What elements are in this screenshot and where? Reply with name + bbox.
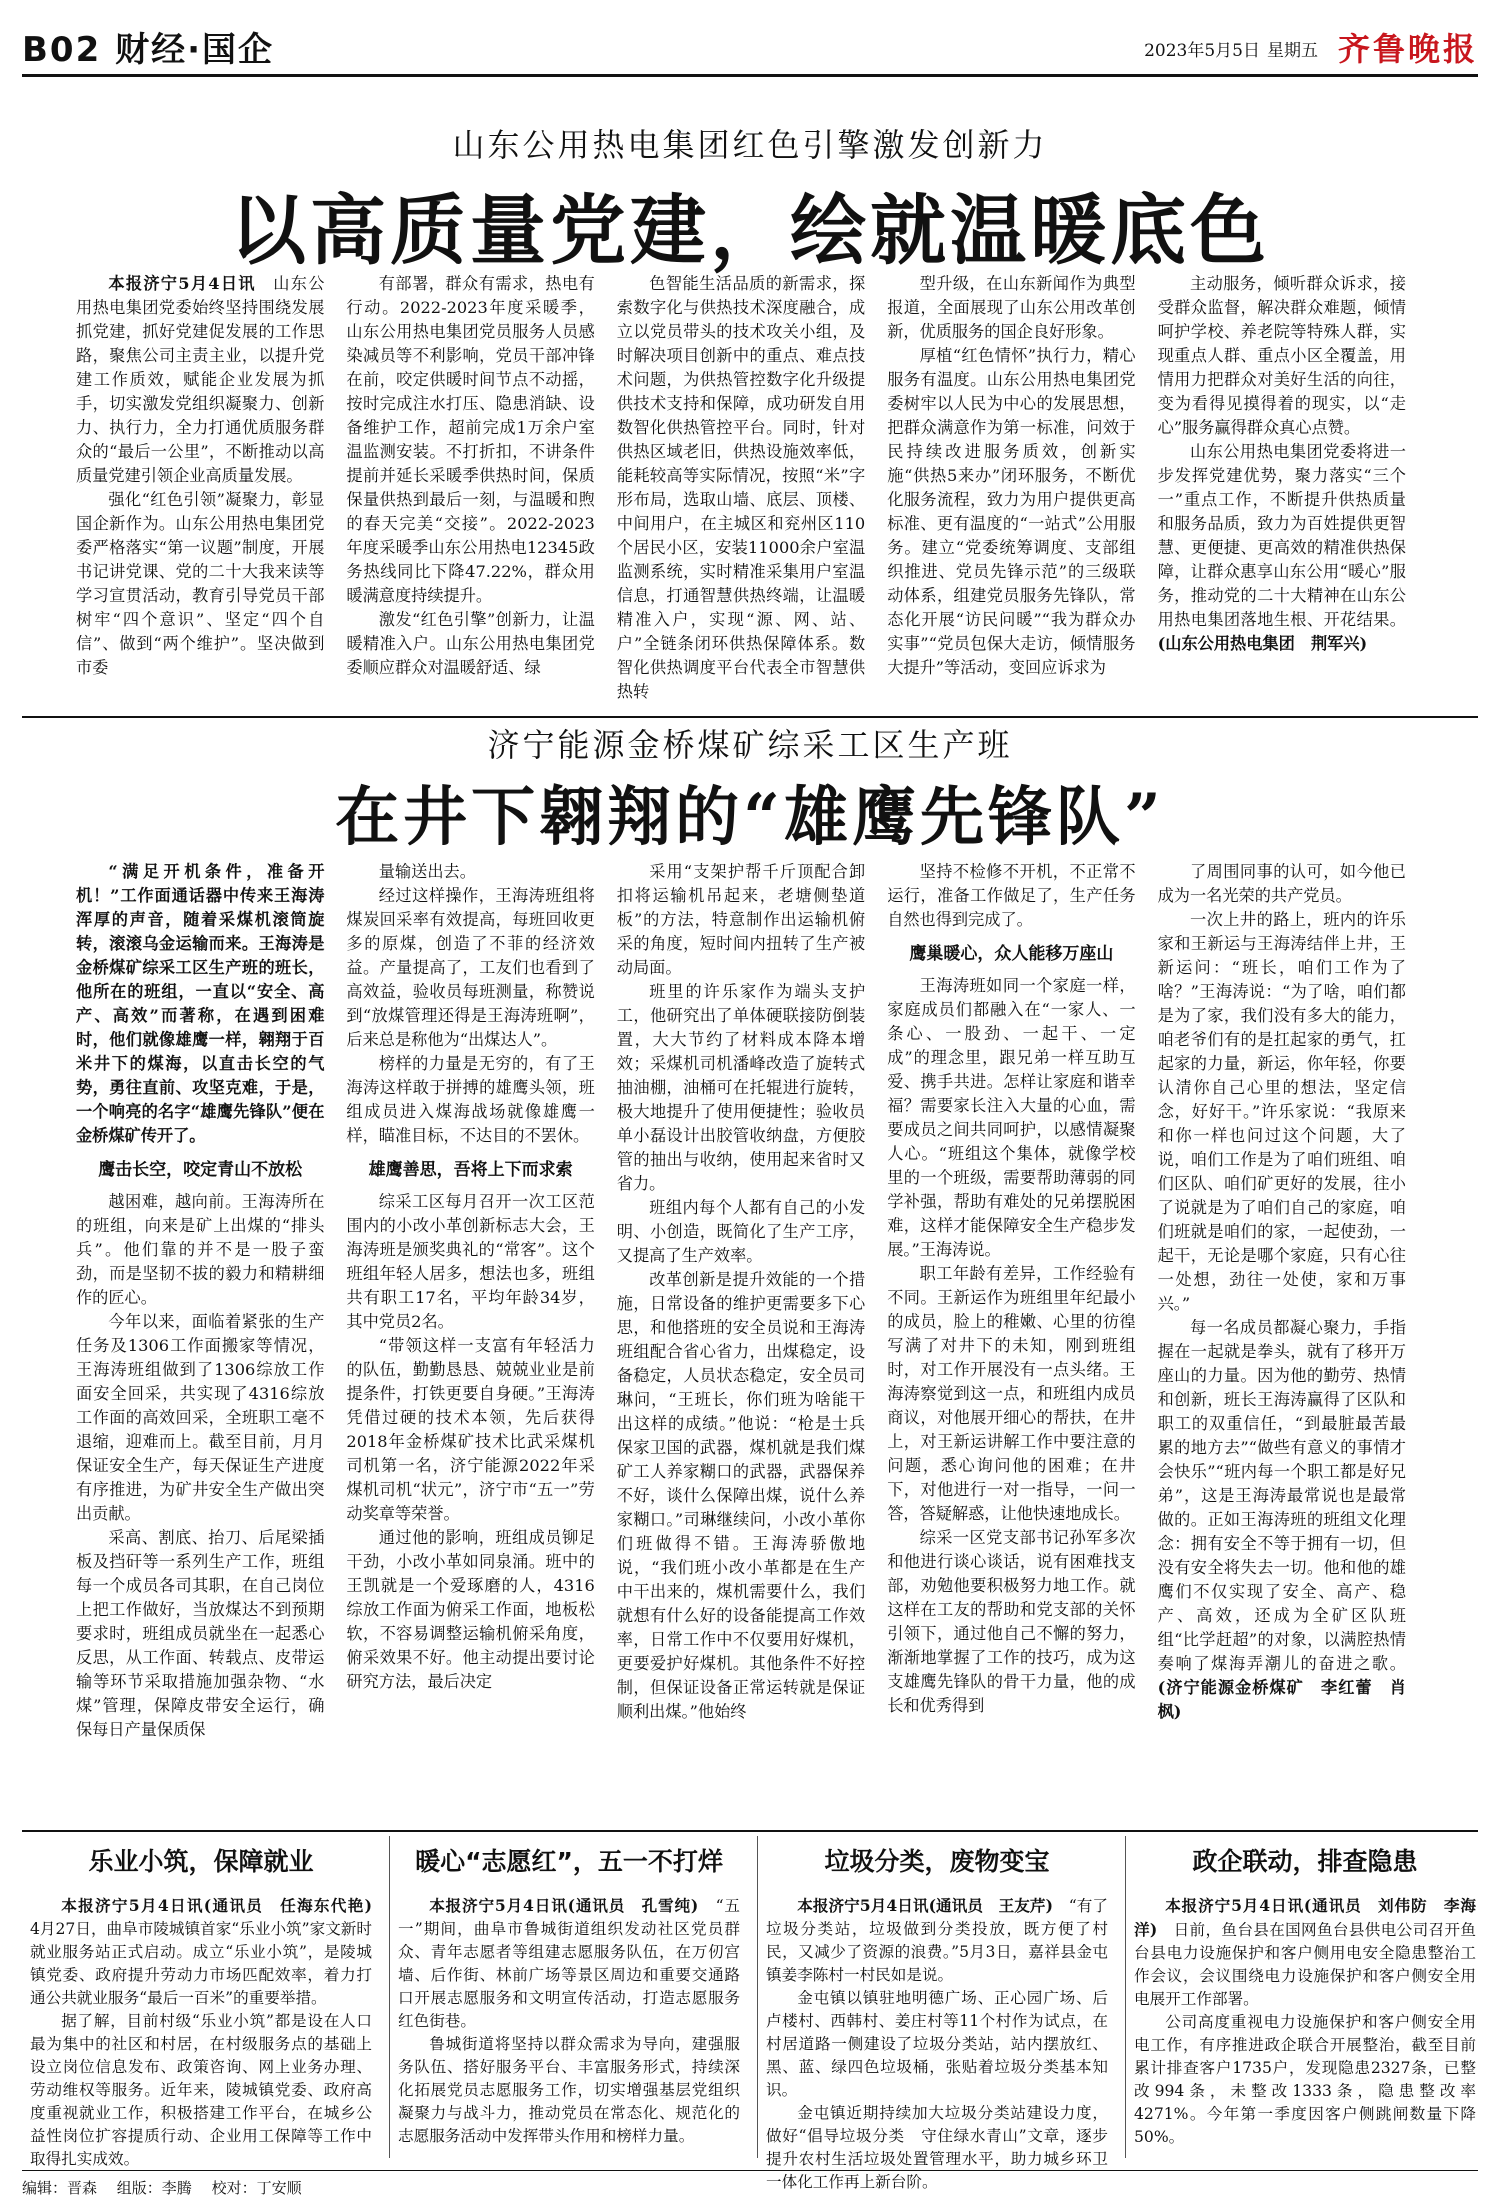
body-paragraph <box>76 1526 324 1742</box>
paragraph-text: 班里的许乐家作为端头支护工，他研究出了单体硬联接防倒装置，大大节约了材料成本降本增效；采煤机司机潘峰改造了旋转式抽油棚，油桶可在托辊进行旋转，极大地提升了使用便捷性；验收员单小磊设计出胶管收纳盘，方便胶管的抽出与收纳，使用起来省时又省力。 <box>616 982 866 1193</box>
paragraph-text: 山东公用热电集团党委始终坚持围绕发展抓党建，抓好党建促发展的工作思路，聚焦公司主责主业，以提升党建工作质效，赋能企业发展为抓手，切实激发党组织凝聚力、创新力、执行力，全力打通优质服务群众的“最后一公里”，不断推动以高质量党建引领企业高质量发展。 <box>76 274 325 485</box>
body-paragraph <box>887 974 1135 1262</box>
brief-body <box>30 1894 372 2168</box>
paragraph-text: 综采工区每月召开一次工区范围内的小改小革创新标志大会，王海涛班是颁奖典礼的“常客”。这个班组年轻人居多，想法也多，班组共有职工17名，平均年龄34岁，其中党员2名。 <box>346 1192 595 1331</box>
paragraph-text: 激发“红色引擎”创新力，让温暖精准入户。山东公用热电集团党委顺应群众对温暖舒适、绿 <box>346 610 595 677</box>
issue-weekday: 星期五 <box>1267 41 1318 61</box>
brief-title: 垃圾分类，废物变宝 <box>824 1847 1050 1876</box>
text-column <box>1158 272 1406 709</box>
paragraph-text: 日前，鱼台县在国网鱼台县供电公司召开鱼台县电力设施保护和客户侧用电安全隐患整治工作会议，会议围绕电力设施保护和客户侧安全用电展开工作部署。 <box>1134 1921 1476 2008</box>
brief-separator <box>757 1836 758 2158</box>
paragraph-text: 通过他的影响，班组成员铆足干劲，小改小革如同泉涌。班中的王凯就是一个爱琢磨的人，4316综放工作面为俯采工作面，地板松软，不容易调整运输机俯采角度，俯采效果不好。他主动提出要讨论研究方法，最后决定 <box>346 1528 595 1691</box>
paragraph-text: 量输送出去。 <box>378 862 476 881</box>
body-paragraph <box>617 860 865 980</box>
paragraph-text: 每一名成员都凝心聚力，手指握在一起就是拳头，就有了移开万座山的力量。因为他的勤劳、热情和创新，班长王海涛赢得了区队和职工的双重信任，“到最脏最苦最累的地方去”“做些有意义的事情才会快乐”“班内每一个职工都是好兄弟”，这是王海涛最常说也是最常做的。正如王海涛班的班组文化理念：拥有安全不等于拥有一切，但没有安全将失去一切。他和他的雄鹰们不仅实现了安全、高产、稳产、高效，还成为全矿区队班组“比学赶超”的对象，以满腔热情奏响了煤海弄潮儿的奋进之歌。 <box>1157 1318 1406 1673</box>
body-paragraph <box>887 272 1135 344</box>
byline: (济宁能源金桥煤矿 李红蕾 肖枫) <box>1157 1678 1406 1721</box>
text-column <box>76 272 324 709</box>
subheading: 鹰击长空，咬定青山不放松 <box>98 1160 303 1180</box>
brief-separator <box>1125 1836 1126 2158</box>
dateline: 本报济宁5月4日讯(通讯员 孔雪纯) <box>429 1896 699 1915</box>
body-paragraph <box>346 608 594 680</box>
body-paragraph <box>887 1526 1135 1718</box>
page-footer <box>22 2170 1478 2198</box>
issue-date: 2023年5月5日 <box>1144 41 1260 61</box>
body-paragraph <box>887 860 1135 932</box>
text-column <box>617 860 865 1820</box>
subheading: 雄鹰善思，吾将上下而求索 <box>368 1160 573 1180</box>
body-paragraph <box>1158 860 1406 908</box>
paragraph-text: 王海涛班如同一个家庭一样，家庭成员们都融入在“一家人、一条心、一股劲、一起干、一定成”的理念里，跟兄弟一样互助互爱、携手共进。怎样让家庭和谐幸福？需要家长注入大量的心血，需要成员之间共同呵护，以感情凝聚人心。“班组这个集体，就像学校里的一个班级，需要帮助薄弱的同学补强，帮助有难处的兄弟摆脱困难，这样才能保障安全生产稳步发展。”王海涛说。 <box>887 976 1136 1259</box>
body-paragraph <box>398 1894 740 2033</box>
body-paragraph <box>346 884 594 1052</box>
paragraph-text: 厚植“红色情怀”执行力，精心服务有温度。山东公用热电集团党委树牢以人民为中心的发展思想，把群众满意作为第一标准，问效于民持续改进服务质效，创新实施“供热5来办”闭环服务，不断优化服务流程，致力为用户提供更高标准、更有温度的“一站式”公用服务。建立“党委统筹调度、支部组织推进、党员先锋示范”的三级联动体系，组建党员服务先锋队，常态化开展“访民问暖”“我为群众办实事”“党员包保大走访，倾情服务大提升”等活动，变回应诉求为 <box>887 346 1136 677</box>
paragraph-text: 主动服务，倾听群众诉求，接受群众监督，解决群众难题，倾情呵护学校、养老院等特殊人群，实现重点人群、重点小区全覆盖，用情用力把群众对美好生活的向往，变为看得见摸得着的现实，以“走心”服务赢得群众真心点赞。 <box>1157 274 1406 437</box>
body-paragraph <box>76 860 324 1148</box>
body-paragraph <box>398 2033 740 2148</box>
editor-credit: 编辑：晋森 <box>22 2179 98 2197</box>
paragraph-text: 金屯镇近期持续加大垃圾分类站建设力度，做好“倡导垃圾分类 守住绿水青山”文章，逐步提升农村生活垃圾处置管理水平，助力城乡环卫一体化工作再上新台阶。 <box>766 2104 1108 2191</box>
paragraph-text: 公司高度重视电力设施保护和客户侧安全用电工作，有序推进政企联合开展整治，截至目前累计排查客户1735户，发现隐患2327条，已整改994条，未整改1333条，隐患整改率4271%。今年第一季度因客户侧跳闸数量下降50%。 <box>1134 2013 1476 2146</box>
story2-body <box>76 860 1406 1820</box>
body-paragraph <box>1134 1894 1476 2011</box>
brief-article <box>398 1842 740 2164</box>
body-paragraph <box>1158 1316 1406 1724</box>
body-paragraph <box>346 1334 594 1526</box>
paragraph-text: “满足开机条件，准备开机！”工作面通话器中传来王海涛浑厚的声音，随着采煤机滚筒旋转，滚滚乌金运输而来。王海涛是金桥煤矿综采工区生产班的班长，他所在的班组，一直以“安全、高产、高效”而著称，在遇到困难时，他们就像雄鹰一样，翱翔于百米井下的煤海，以直击长空的气势，勇往直前、攻坚克难，于是，一个响亮的名字“雄鹰先锋队”便在金桥煤矿传开了。 <box>76 862 325 1145</box>
brief-title: 乐业小筑，保障就业 <box>88 1847 314 1876</box>
body-paragraph <box>346 1526 594 1694</box>
text-column <box>617 272 865 709</box>
text-column <box>887 860 1135 1820</box>
body-paragraph <box>1158 272 1406 440</box>
body-paragraph <box>346 1190 594 1334</box>
paragraph-text: 职工年龄有差异，工作经验有不同。王新运作为班组里年纪最小的成员，脸上的稚嫩、心里的彷徨写满了对井下的未知，刚到班组时，对工作开展没有一点头绪。王海涛察觉到这一点，和班组内成员商议，对他展开细心的帮扶，在井上，对王新运讲解工作中要注意的问题，悉心询问他的困难；在井下，对他进行一对一指导，一问一答，答疑解惑，让他快速地成长。 <box>887 1264 1136 1523</box>
paragraph-text: 班组内每个人都有自己的小发明、小创造，既简化了生产工序，又提高了生产效率。 <box>616 1198 866 1265</box>
paragraph-text: “五一”期间，曲阜市鲁城街道组织发动社区党员群众、青年志愿者等组建志愿服务队伍，在万仞宫墙、后作街、林前广场等景区周边和重要交通路口开展志愿服务和文明宣传活动，打造志愿服务红色街巷。 <box>398 1897 740 2030</box>
brief-separator <box>389 1836 390 2158</box>
dateline: 本报济宁5月4日讯 <box>108 274 256 293</box>
body-paragraph <box>346 860 594 884</box>
paragraph-text: 色智能生活品质的新需求，探索数字化与供热技术深度融合，成立以党员带头的技术攻关小组，及时解决项目创新中的重点、难点技术问题，为供热管控数字化升级提供技术支持和保障，成功研发自用数智化供热管控平台。同时，针对供热区域老旧，供热设施效率低，能耗较高等实际情况，按照“米”字形布局，选取山墙、底层、顶楼、中间用户，在主城区和兖州区110个居民小区，安装11000余户室温监测系统，实时精准采集用户室温信息，打通智慧供热终端，让温暖精准入户，实现“源、网、站、户”全链条闭环供热保障体系。数智化供热调度平台代表全市智慧供热转 <box>616 274 866 701</box>
body-paragraph <box>346 1052 594 1148</box>
body-paragraph <box>617 272 865 704</box>
body-paragraph <box>76 1310 324 1526</box>
body-paragraph <box>617 980 865 1196</box>
body-paragraph <box>76 272 324 488</box>
proof-credit: 校对：丁安顺 <box>211 2179 302 2197</box>
body-paragraph <box>617 1196 865 1268</box>
text-column <box>887 272 1135 709</box>
paragraph-text: 一次上井的路上，班内的许乐家和王新运与王海涛结伴上井，王新运问：“班长，咱们工作为了啥？”王海涛说：“为了啥，咱们都是为了家，我们没有多大的能力，咱老爷们有的是扛起家的勇气，扛起家的力量，新运，你年轻，你要认清你自己心里的想法，坚定信念，好好干。”许乐家说：“我原来和你一样也问过这个问题，大了说，咱们工作是为了咱们班组、咱们区队、咱们矿更好的发展，往小了说就是为了咱们自己的家庭，咱们班就是咱们的家，一起使劲，一起干，无论是哪个家庭，只有心往一处想，劲往一处使，家和万事兴。” <box>1157 910 1406 1313</box>
paragraph-text: 经过这样操作，王海涛班组将煤炭回采率有效提高，每班回收更多的原煤，创造了不菲的经济效益。产量提高了，工友们也看到了高效益，验收员每班测量，称赞说到“放煤管理还得是王海涛班啊”，后来总是称他为“出煤达人”。 <box>346 886 595 1049</box>
paragraph-text: 采高、割底、抬刀、后尾梁插板及挡矸等一系列生产工作，班组每一个成员各司其职，在自己岗位上把工作做好，当放煤达不到预期要求时，班组成员就坐在一起悉心反思，从工作面、转载点、皮带运输等环节采取措施加强杂物、“水煤”管理，保障皮带安全运行，确保每日产量保质保 <box>76 1528 325 1739</box>
paragraph-text: 型升级，在山东新闻作为典型报道，全面展现了山东公用改革创新，优质服务的国企良好形象。 <box>887 274 1136 341</box>
subheading: 鹰巢暖心，众人能移万座山 <box>909 944 1114 964</box>
body-paragraph <box>617 1268 865 1724</box>
paragraph-text: “有了垃圾分类站，垃圾做到分类投放，既方便了村民，又减少了资源的浪费。”5月3日，嘉祥县金屯镇姜李陈村一村民如是说。 <box>766 1897 1108 1984</box>
paragraph-text: 有部署，群众有需求，热电有行动。2022-2023年度采暖季，山东公用热电集团党员服务人员感染减员等不利影响，党员干部冲锋在前，咬定供暖时间节点不动摇，按时完成注水打压、隐患消缺、设备维护工作，超前完成1万余户室温监测安装。不打折扣，不讲条件提前并延长采暖季供热时间，保质保量供热到最后一刻，与温暖和煦的春天完美“交接”。2022-2023年度采暖季山东公用热电12345政务热线同比下降47.22%，群众用暖满意度持续提升。 <box>346 274 595 605</box>
body-paragraph <box>887 344 1135 680</box>
brief-title: 政企联动，排查隐患 <box>1192 1847 1418 1876</box>
story1-headline: 以高质量党建，绘就温暖底色 <box>230 186 1270 275</box>
paragraph-text: 鲁城街道将坚持以群众需求为导向，建强服务队伍、搭好服务平台、丰富服务形式，持续深化拓展党员志愿服务工作，切实增强基层党组织凝聚力与战斗力，推动党员在常态化、规范化的志愿服务活动中发挥带头作用和榜样力量。 <box>398 2035 740 2145</box>
paragraph-text: 据了解，目前村级“乐业小筑”都是设在人口最为集中的社区和村居，在村级服务点的基础上设立岗位信息发布、政策咨询、网上业务办理、劳动维权等服务。近年来，陵城镇党委、政府高度重视就业工作，积极搭建工作平台，在城乡公益性岗位扩容提质行动、企业用工保障等工作中取得扎实成效。 <box>30 2012 372 2168</box>
paragraph-text: 综采一区党支部书记孙军多次和他进行谈心谈话，说有困难找支部，劝勉他要积极努力地工作。就这样在工友的帮助和党支部的关怀引领下，通过他自己不懈的努力，渐渐地掌握了工作的技巧，成为这支雄鹰先锋队的骨干力量，他的成长和优秀得到 <box>887 1528 1136 1715</box>
paragraph-text: 榜样的力量是无穷的，有了王海涛这样敢于拼搏的雄鹰头领，班组成员进入煤海战场就像雄鹰一样，瞄准目标，不达目的不罢休。 <box>346 1054 595 1145</box>
body-paragraph <box>30 1894 372 2010</box>
body-paragraph <box>76 1190 324 1310</box>
text-column <box>346 860 594 1820</box>
story1-body <box>76 272 1406 709</box>
paragraph-text: 强化“红色引领”凝聚力，彰显国企新作为。山东公用热电集团党委严格落实“第一议题”制度，开展书记讲党课、党的二十大我来读等学习宣贯活动，教育引导党员干部树牢“四个意识”、坚定“四个自信”、做到“两个维护”。坚决做到市委 <box>76 490 325 677</box>
story2-headline: 在井下翱翔的“雄鹰先锋队” <box>335 780 1165 855</box>
story2-kicker: 济宁能源金桥煤矿综采工区生产班 <box>487 726 1013 764</box>
dateline: 本报济宁5月4日讯(通讯员 王友芹) <box>797 1896 1053 1915</box>
body-paragraph <box>887 1262 1135 1526</box>
text-column <box>346 272 594 709</box>
dateline: 本报济宁5月4日讯(通讯员 刘伟防 李海洋) <box>1134 1896 1476 1939</box>
brief-body <box>398 1894 740 2164</box>
layout-credit: 组版：李腾 <box>116 2179 192 2197</box>
brief-article <box>1134 1842 1476 2164</box>
paragraph-text: 了周围同事的认可，如今他已成为一名光荣的共产党员。 <box>1157 862 1406 905</box>
byline: (山东公用热电集团 荆军兴) <box>1157 634 1368 653</box>
brief-body <box>766 1894 1108 2191</box>
brief-body <box>1134 1894 1476 2164</box>
body-paragraph <box>346 272 594 608</box>
body-paragraph <box>76 488 324 680</box>
brief-article <box>30 1842 372 2168</box>
brief-title: 暖心“志愿红”，五一不打烊 <box>415 1847 723 1876</box>
paragraph-text: 采用“支架护帮千斤顶配合卸扣将运输机吊起来，老塘侧垫道板”的方法，特意制作出运输机俯采的角度，短时间内扭转了生产被动局面。 <box>616 862 866 977</box>
paragraph-text: 山东公用热电集团党委将进一步发挥党建优势，聚力落实“三个一”重点工作，不断提升供热质量和服务品质，致力为百姓提供更智慧、更便捷、更高效的精准供热保障，让群众惠享山东公用“暖心”服务，推动党的二十大精神在山东公用热电集团落地生根、开花结果。 <box>1157 442 1406 629</box>
page-header <box>22 16 1478 77</box>
section-label: B02 财经·国企 <box>22 30 274 70</box>
body-paragraph <box>1158 440 1406 656</box>
dateline: 本报济宁5月4日讯(通讯员 任海东代艳) <box>61 1896 372 1915</box>
story1-kicker: 山东公用热电集团红色引擎激发创新力 <box>452 126 1048 164</box>
body-paragraph <box>1158 908 1406 1316</box>
paragraph-text: 坚持不检修不开机，不正常不运行，准备工作做足了，生产任务自然也得到完成了。 <box>887 862 1136 929</box>
paragraph-text: 越困难，越向前。王海涛所在的班组，向来是矿上出煤的“排头兵”。他们靠的并不是一股子蛮劲，而是坚韧不拔的毅力和精耕细作的匠心。 <box>76 1192 325 1307</box>
text-column <box>76 860 324 1820</box>
body-paragraph <box>30 2010 372 2171</box>
paragraph-text: 今年以来，面临着紧张的生产任务及1306工作面搬家等情况，王海涛班组做到了1306综放工作面安全回采，共实现了4316综放工作面的高效回采，全班职工毫不退缩，迎难而上。截至目前，月月保证安全生产，每天保证生产进度有序推进，为矿井安全生产做出突出贡献。 <box>76 1312 325 1523</box>
briefs-divider <box>22 1830 1478 1832</box>
brief-article <box>766 1842 1108 2191</box>
body-paragraph <box>1134 2011 1476 2149</box>
story-divider <box>22 716 1478 718</box>
body-paragraph <box>766 1987 1108 2102</box>
paragraph-text: 改革创新是提升效能的一个措施，日常设备的维护更需要多下心思，和他搭班的安全员说和王海涛班组配合省心省力，出煤稳定，设备稳定，人员状态稳定，安全员司琳问，“王班长，你们班为啥能干出这样的成绩。”他说：“枪是士兵保家卫国的武器，煤机就是我们煤矿工人养家糊口的武器，武器保养不好，谈什么保障出煤，说什么养家糊口。”司琳继续问，小改小革你们班做得不错。王海涛骄傲地说，“我们班小改小革都是在生产中干出来的，煤机需要什么，我们就想有什么好的设备能提高工作效率，日常工作中不仅要用好煤机，更要爱护好煤机。其他条件不好控制，但保证设备正常运转就是保证顺利出煤。”他始终 <box>616 1270 866 1721</box>
text-column <box>1158 860 1406 1820</box>
body-paragraph <box>766 1894 1108 1987</box>
paragraph-text: 金屯镇以镇驻地明德广场、正心园广场、后卢楼村、西韩村、姜庄村等11个村作为试点，在村居道路一侧建设了垃圾分类站，站内摆放红、黑、蓝、绿四色垃圾桶，张贴着垃圾分类基本知识。 <box>766 1989 1108 2099</box>
paragraph-text: “带领这样一支富有年轻活力的队伍，勤勤恳恳、兢兢业业是前提条件，打铁更要自身硬。”王海涛凭借过硬的技术本领，先后获得2018年金桥煤矿技术比武采煤机司机第一名，济宁能源2022年采煤机司机“状元”，济宁市“五一”劳动奖章等荣誉。 <box>346 1336 595 1523</box>
newspaper-logo: 齐鲁晚报 <box>1337 30 1478 68</box>
paragraph-text: 4月27日，曲阜市陵城镇首家“乐业小筑”家文新时就业服务站正式启动。成立“乐业小筑”，是陵城镇党委、政府提升劳动力市场匹配效率，着力打通公共就业服务“最后一百米”的重要举措。 <box>30 1920 372 2007</box>
